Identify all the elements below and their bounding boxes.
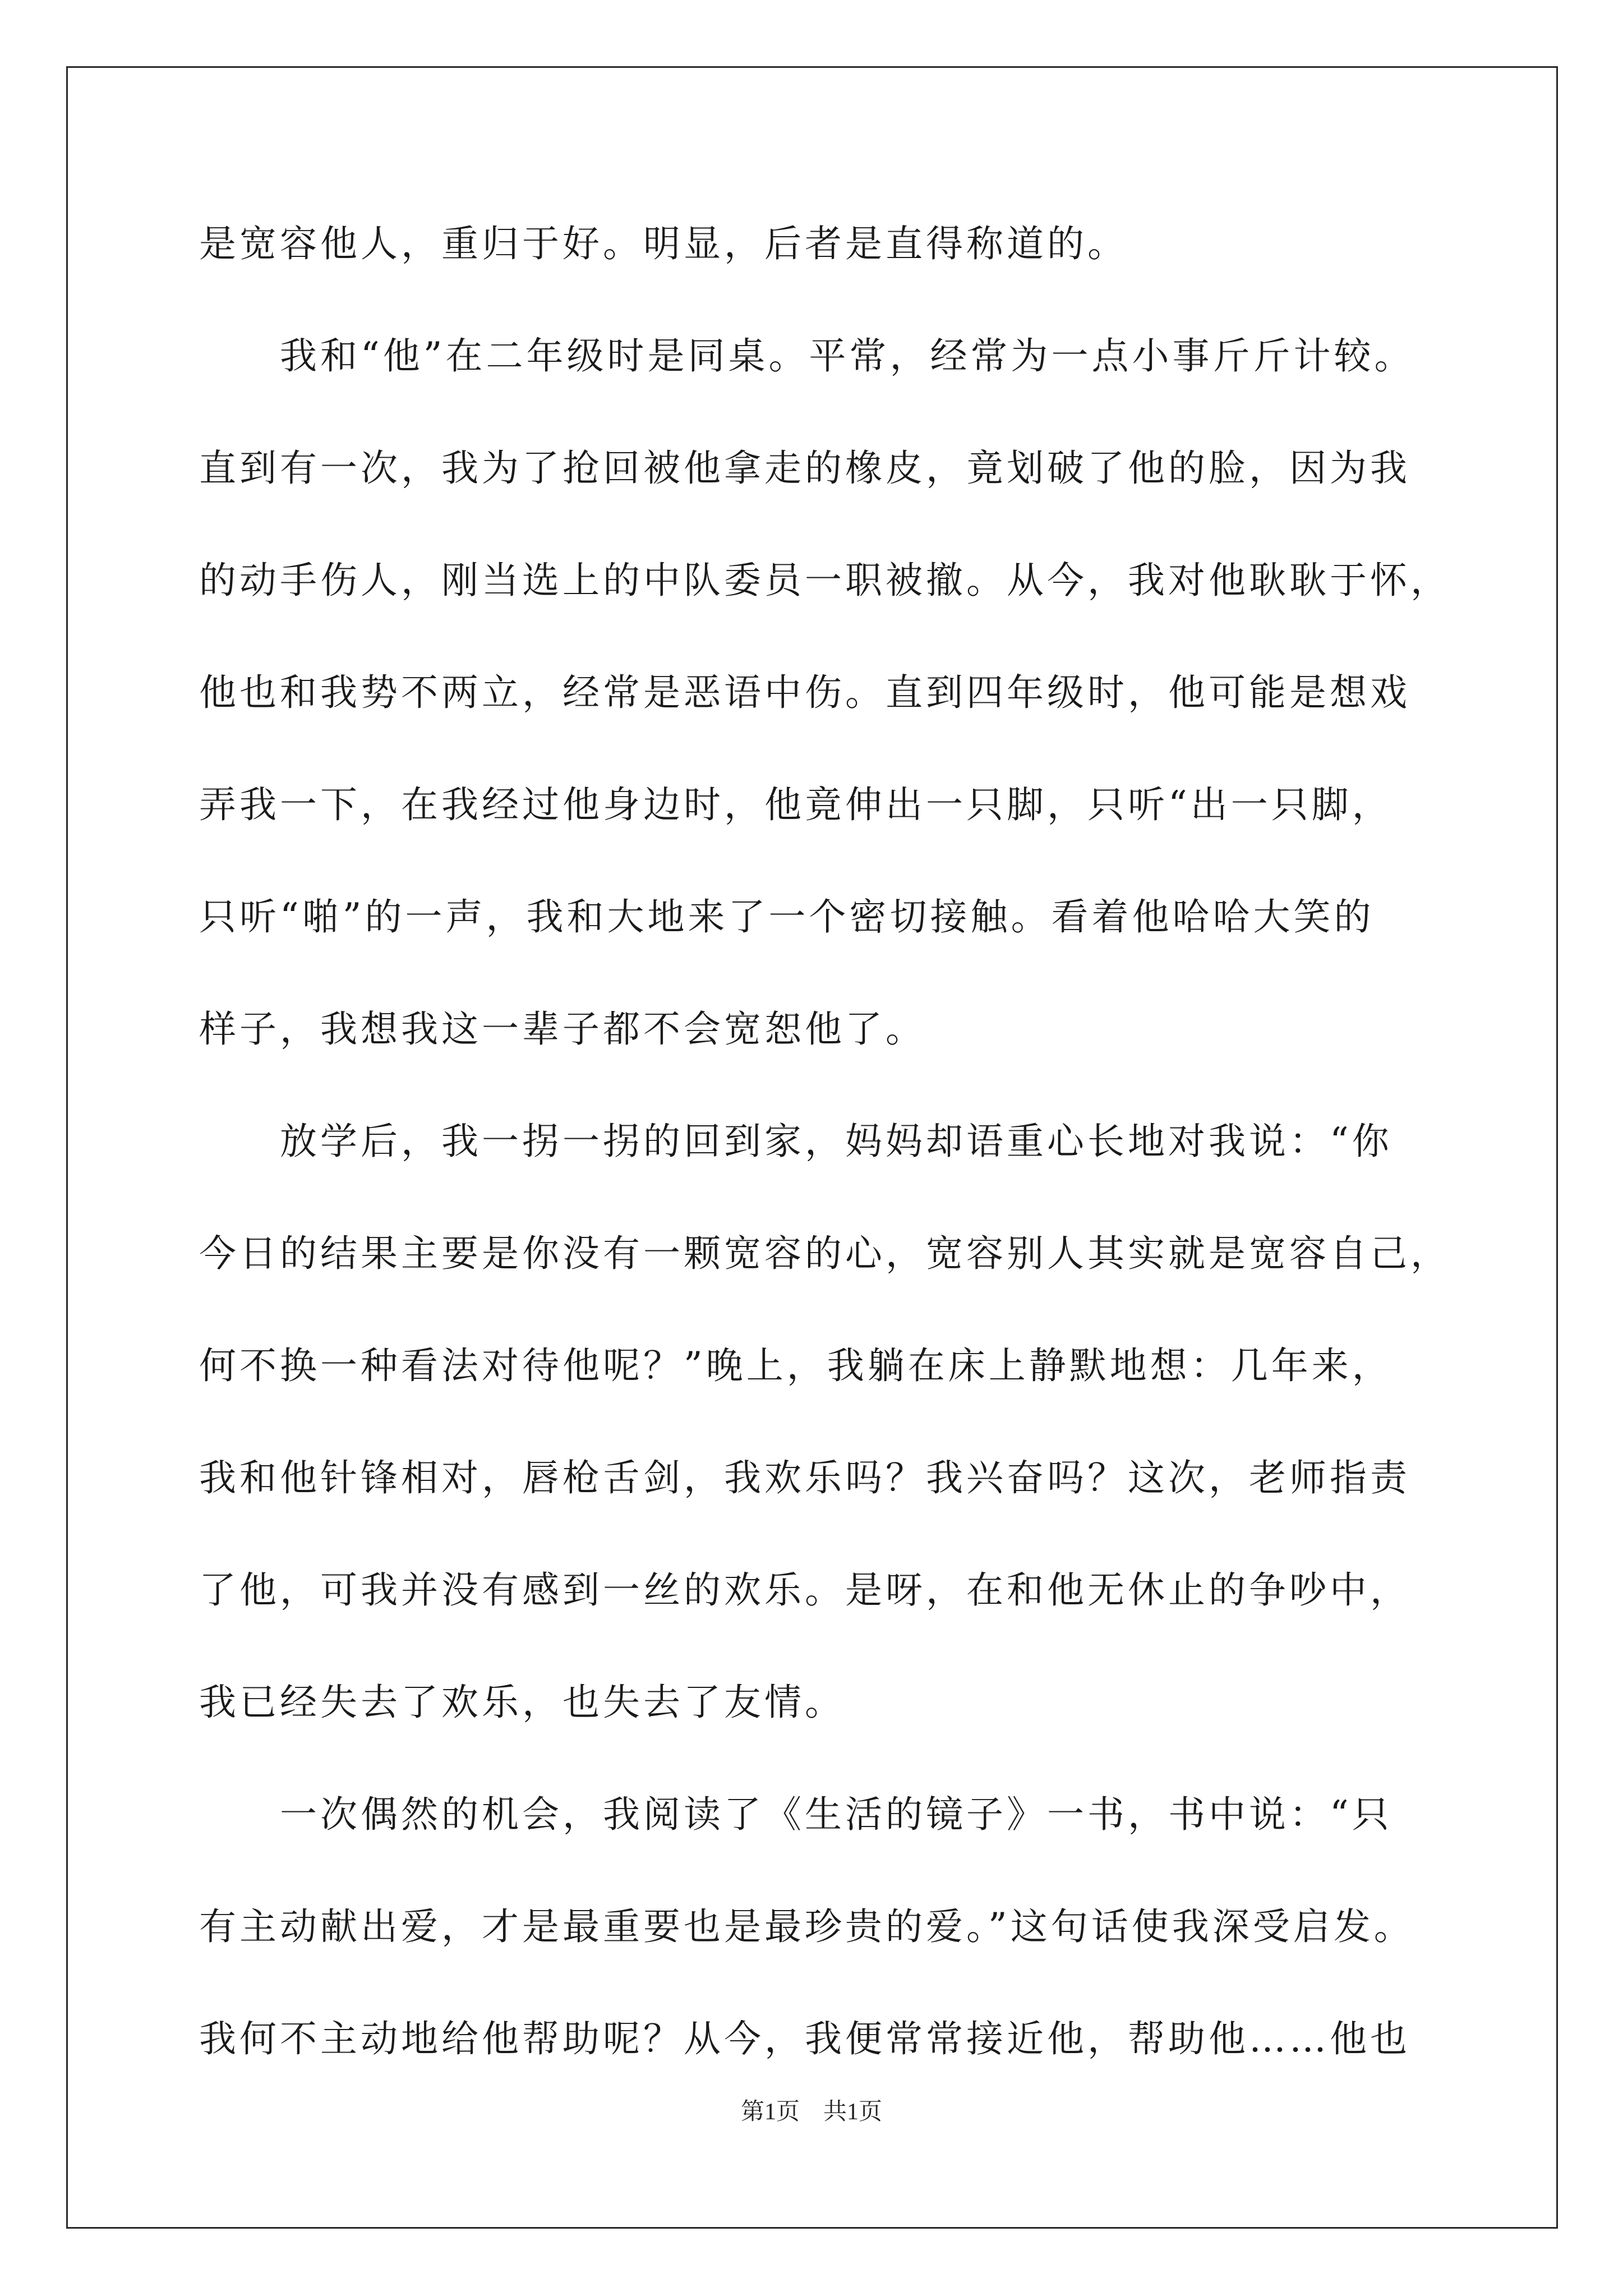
- text-line: 样子，我想我这一辈子都不会宽恕他了。: [199, 1007, 926, 1051]
- text-line: 直到有一次，我为了抢回被他拿走的橡皮，竟划破了他的脸，因为我: [199, 447, 1410, 490]
- text-line: 放学后，我一拐一拐的回到家，妈妈却语重心长地对我说：“你: [199, 1120, 1393, 1163]
- text-line: 我已经失去了欢乐，也失去了友情。: [199, 1681, 845, 1724]
- text-line: 是宽容他人，重归于好。明显，后者是直得称道的。: [199, 222, 1128, 265]
- text-line: 何不换一种看法对待他呢？”晚上，我躺在床上静默地想：几年来，: [199, 1344, 1393, 1387]
- text-line: 我和他针锋相对，唇枪舌剑，我欢乐吗？我兴奋吗？这次，老师指责: [199, 1456, 1410, 1499]
- text-line: 了他，可我并没有感到一丝的欢乐。是呀，在和他无休止的争吵中，: [199, 1568, 1410, 1612]
- text-line: 只听“啪”的一声，我和大地来了一个密切接触。看着他哈哈大笑的: [199, 895, 1375, 938]
- text-line: 有主动献出爱，才是最重要也是最珍贵的爱。”这句话使我深受启发。: [199, 1905, 1414, 1948]
- text-line: 的动手伤人，刚当选上的中队委员一职被撤。从今，我对他耿耿于怀，: [199, 559, 1451, 602]
- text-line: 我何不主动地给他帮助呢？从今，我便常常接近他，帮助他……他也: [199, 2017, 1410, 2060]
- text-line: 弄我一下，在我经过他身边时，他竟伸出一只脚，只听“出一只脚，: [199, 783, 1393, 826]
- text-line: 今日的结果主要是你没有一颗宽容的心，宽容别人其实就是宽容自己，: [199, 1232, 1451, 1275]
- page-number-footer: 第1页 共1页: [740, 2099, 882, 2125]
- text-line: 我和“他”在二年级时是同桌。平常，经常为一点小事斤斤计较。: [199, 334, 1415, 378]
- text-line: 他也和我势不两立，经常是恶语中伤。直到四年级时，他可能是想戏: [199, 671, 1410, 714]
- text-line: 一次偶然的机会，我阅读了《生活的镜子》一书，书中说：“只: [199, 1793, 1393, 1836]
